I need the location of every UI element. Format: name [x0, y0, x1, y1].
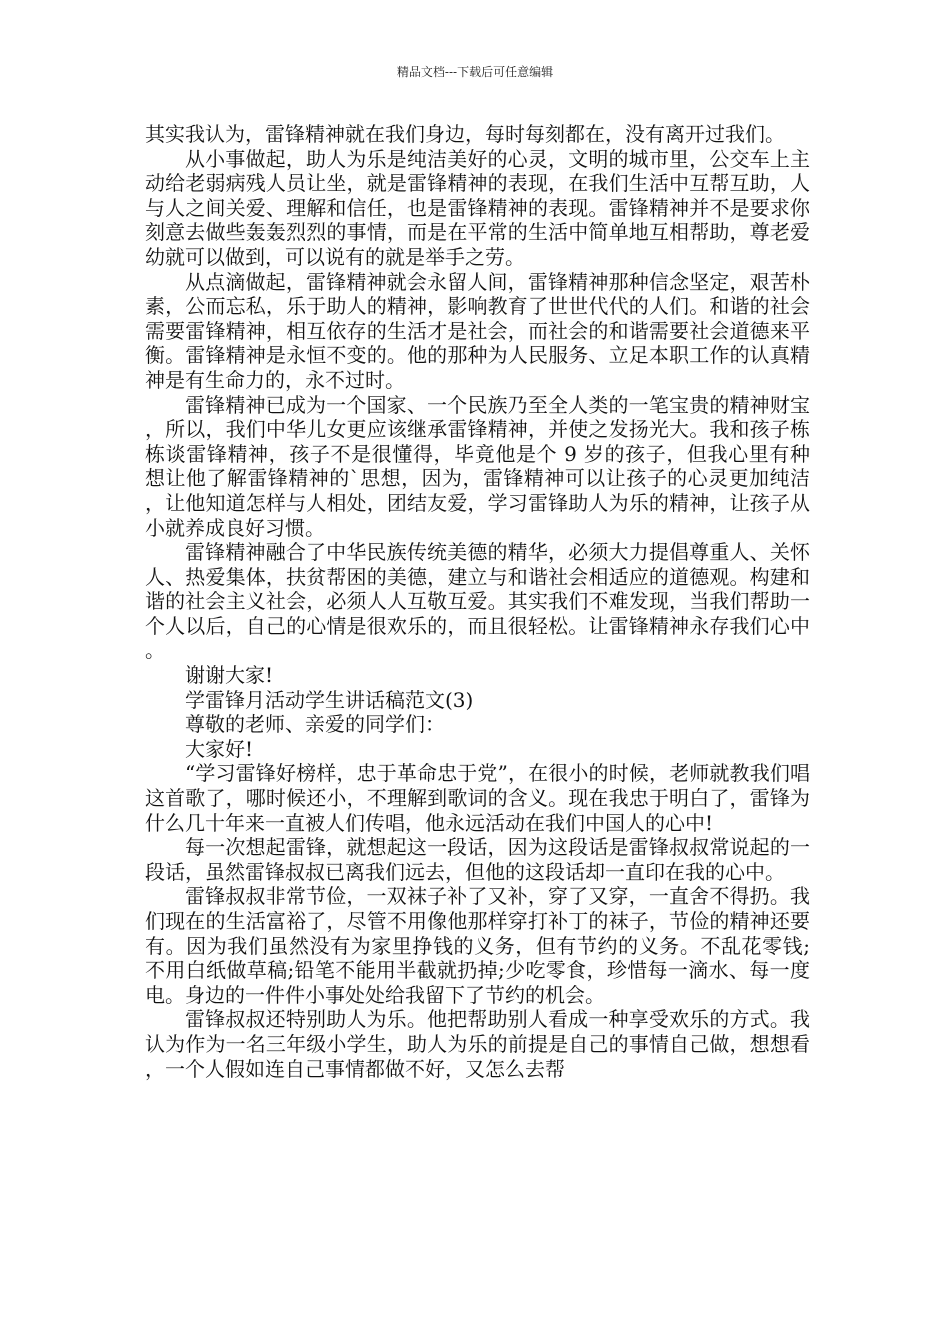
- salutation: 尊敬的老师、亲爱的同学们：: [185, 712, 445, 737]
- closing-thanks: 谢谢大家!: [185, 663, 274, 688]
- document-body: [145, 122, 810, 1081]
- paragraph-5: 雷锋精神融合了中华民族传统美德的精华，必须大力提倡尊重人、关怀人、热爱集体，扶贫帮困的美德，建立与和谐社会相适应的道德观。构建和谐的社会主义社会，必须人人互敬互爱。其实我们不难发现，当我们帮助一个人以后，自己的心情是很欢乐的，而且很轻松。让雷锋精神永存我们心中。: [145, 540, 810, 663]
- paragraph-12: 雷锋叔叔非常节俭，一双袜子补了又补，穿了又穿，一直舍不得扔。我们现在的生活富裕了，尽管不用像他那样穿打补丁的袜子，节俭的精神还要有。因为我们虽然没有为家里挣钱的义务，但有节约的义务。不乱花零钱;不用白纸做草稿;铅笔不能用半截就扔掉;少吃零食，珍惜每一滴水、每一度电。身边的一件件小事处处给我留下了节约的机会。: [145, 884, 810, 1007]
- section-title: 学雷锋月活动学生讲话稿范文(3): [185, 687, 474, 712]
- paragraph-10: “学习雷锋好榜样，忠于革命忠于党”，在很小的时候，老师就教我们唱这首歌了，哪时候还小，不理解到歌词的含义。现在我忠于明白了，雷锋为什么几十年来一直被人们传唱，他永远活动在我们中国人的心中!: [145, 761, 810, 835]
- greeting: 大家好!: [185, 736, 254, 761]
- page-header: 精品文档---下载后可任意编辑: [396, 65, 554, 79]
- paragraph-1: 其实我认为，雷锋精神就在我们身边，每时每刻都在，没有离开过我们。: [145, 122, 785, 146]
- paragraph-11: 每一次想起雷锋，就想起这一段话，因为这段话是雷锋叔叔常说起的一段话，虽然雷锋叔叔已离我们远去，但他的这段话却一直印在我的心中。: [145, 835, 810, 884]
- paragraph-3: 从点滴做起，雷锋精神就会永留人间，雷锋精神那种信念坚定，艰苦朴素，公而忘私，乐于助人的精神，影响教育了世世代代的人们。和谐的社会需要雷锋精神，相互依存的生活才是社会，而社会的和谐需要社会道德来平衡。雷锋精神是永恒不变的。他的那种为人民服务、立足本职工作的认真精神是有生命力的，永不过时。: [145, 269, 810, 392]
- paragraph-13: 雷锋叔叔还特别助人为乐。他把帮助别人看成一种享受欢乐的方式。我认为作为一名三年级小学生，助人为乐的前提是自己的事情自己做，想想看，一个人假如连自己事情都做不好，又怎么去帮: [145, 1007, 810, 1081]
- paragraph-4: 雷锋精神已成为一个国家、一个民族乃至全人类的一笔宝贵的精神财宝，所以，我们中华儿女更应该继承雷锋精神，并使之发扬光大。我和孩子栋栋谈雷锋精神，孩子不是很懂得，毕竟他是个 9 岁的孩子，但我心里有种想让他了解雷锋精神的`思想，因为，雷锋精神可以让孩子的心灵更加纯洁，让他知道怎样与人相处，团结友爱，学习雷锋助人为乐的精神，让孩子从小就养成良好习惯。: [145, 392, 810, 540]
- paragraph-2: 从小事做起，助人为乐是纯洁美好的心灵，文明的城市里，公交车上主动给老弱病残人员让坐，就是雷锋精神的表现，在我们生活中互帮互助，人与人之间关爱、理解和信任，也是雷锋精神的表现。雷锋精神并不是要求你刻意去做些轰轰烈烈的事情，而是在平常的生活中简单地互相帮助，尊老爱幼就可以做到，可以说有的就是举手之劳。: [145, 146, 810, 269]
